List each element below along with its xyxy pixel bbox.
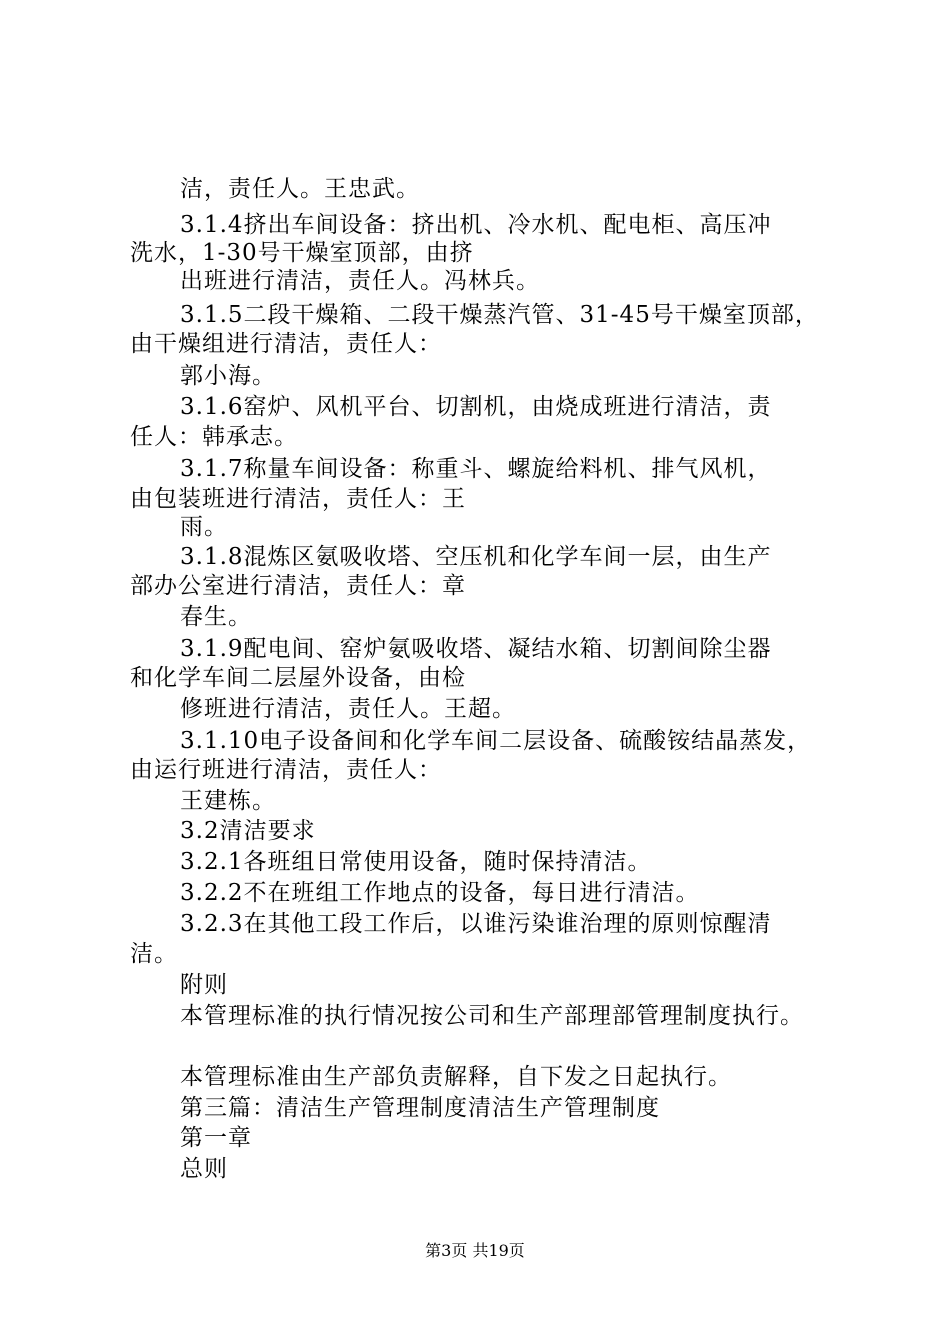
text-line-24: 3.2.2不在班组工作地点的设备，每日进行清洁。	[180, 880, 700, 906]
text-line-9: 任人：韩承志。	[130, 424, 298, 450]
chapter-heading: 总则	[180, 1156, 228, 1182]
text-line-4: 出班进行清洁，责任人。冯林兵。	[180, 268, 540, 294]
text-line-13: 3.1.8混炼区氨吸收塔、空压机和化学车间一层，由生产	[180, 544, 772, 570]
text-line-26: 洁。	[130, 941, 178, 967]
text-line-10: 3.1.7称量车间设备：称重斗、螺旋给料机、排气风机，	[180, 456, 772, 482]
text-line-1: 洁，责任人。王忠武。	[180, 176, 420, 202]
text-line-19: 3.1.10电子设备间和化学车间二层设备、硫酸铵结晶蒸发，	[180, 728, 812, 754]
text-line-16: 3.1.9配电间、窑炉氨吸收塔、凝结水箱、切割间除尘器	[180, 636, 772, 662]
text-line-8: 3.1.6窑炉、风机平台、切割机，由烧成班进行清洁，责	[180, 394, 772, 420]
text-line-23: 3.2.1各班组日常使用设备，随时保持清洁。	[180, 849, 652, 875]
section-heading-appendix: 附则	[180, 972, 228, 998]
text-line-2: 3.1.4挤出车间设备：挤出机、冷水机、配电柜、高压冲	[180, 212, 772, 238]
chapter-title: 第三篇：清洁生产管理制度清洁生产管理制度	[180, 1095, 660, 1121]
text-line-11: 由包装班进行清洁，责任人：王	[130, 486, 466, 512]
page-footer: 第3页 共19页	[425, 1241, 525, 1260]
text-line-18: 修班进行清洁，责任人。王超。	[180, 696, 516, 722]
text-line-7: 郭小海。	[180, 363, 276, 389]
text-line-14: 部办公室进行清洁，责任人：章	[130, 573, 466, 599]
text-line-17: 和化学车间二层屋外设备，由检	[130, 665, 466, 691]
text-line-21: 王建栋。	[180, 788, 276, 814]
section-heading-3-2: 3.2清洁要求	[180, 818, 316, 844]
text-line-5: 3.1.5二段干燥箱、二段干燥蒸汽管、31-45号干燥室顶部，	[180, 302, 819, 328]
text-line-6: 由干燥组进行清洁，责任人：	[130, 331, 442, 357]
text-line-12: 雨。	[180, 514, 228, 540]
text-line-29: 本管理标准由生产部负责解释，自下发之日起执行。	[180, 1064, 732, 1090]
text-line-25: 3.2.3在其他工段工作后，以谁污染谁治理的原则惊醒清	[180, 911, 772, 937]
text-line-15: 春生。	[180, 604, 252, 630]
text-line-20: 由运行班进行清洁，责任人：	[130, 757, 442, 783]
text-line-3: 洗水，1-30号干燥室顶部，由挤	[130, 240, 474, 266]
text-line-28: 本管理标准的执行情况按公司和生产部理部管理制度执行。	[180, 1003, 804, 1029]
chapter-number: 第一章	[180, 1125, 252, 1151]
